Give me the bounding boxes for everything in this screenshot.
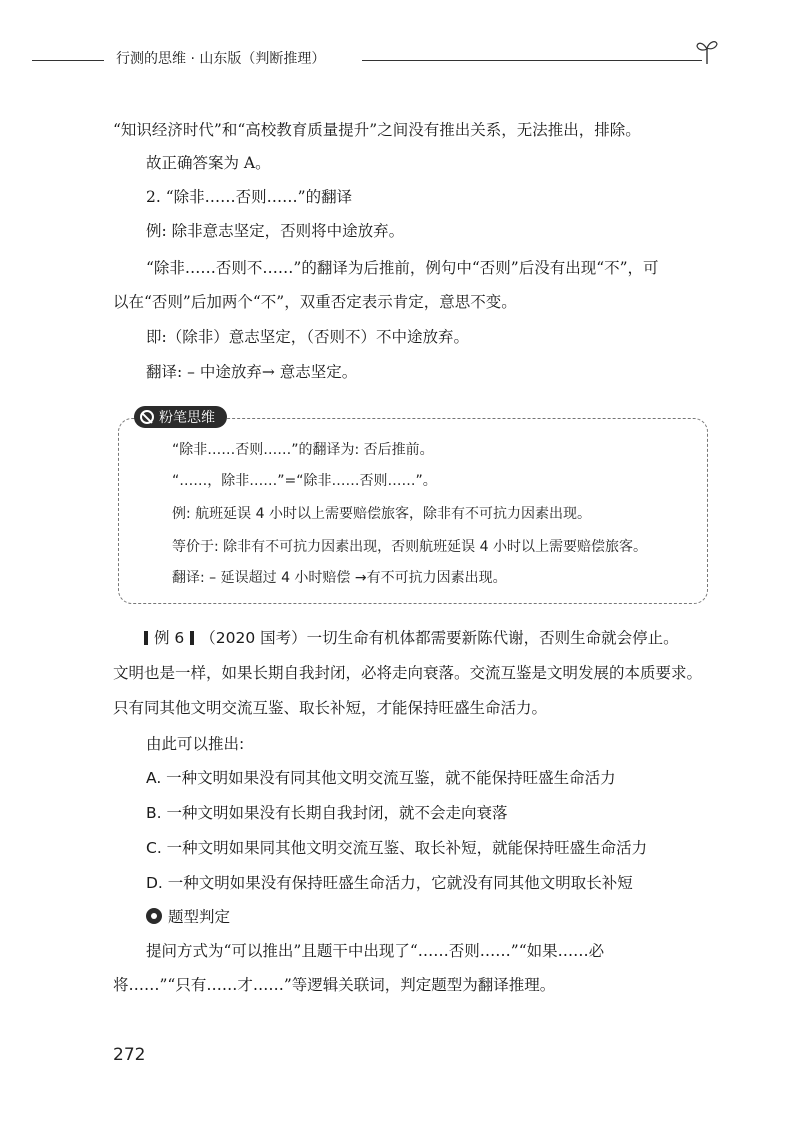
paragraph-conclusion: “知识经济时代”和“高校教育质量提升”之间没有推出关系，无法推出，排除。 — [113, 121, 641, 139]
tip-line: “……，除非……”=“除非……否则……”。 — [172, 473, 437, 489]
example-first-line — [138, 628, 679, 648]
judgement-heading-label: 题型判定 — [168, 908, 231, 926]
sprout-icon — [696, 38, 718, 64]
running-header — [32, 38, 718, 78]
example-sentence: 例: 除非意志坚定，否则将中途放弃。 — [146, 222, 405, 240]
explanation-line-2: 以在“否则”后加两个“不”，双重否定表示肯定，意思不变。 — [113, 293, 517, 311]
option-b: B. 一种文明如果没有长期自我封闭，就不会走向衰落 — [146, 804, 508, 822]
marker-bar-left — [144, 631, 148, 645]
example-stem-line: 文明也是一样，如果长期自我封闭，必将走向衰落。交流互鉴是文明发展的本质要求。 — [113, 664, 703, 682]
header-title: 行测的思维 · 山东版（判断推理） — [116, 51, 326, 67]
option-a: A. 一种文明如果没有同其他文明交流互鉴，就不能保持旺盛生命活力 — [146, 769, 616, 787]
example-prompt: 由此可以推出: — [146, 735, 245, 753]
tip-line: 例: 航班延误 4 小时以上需要赔偿旅客，除非有不可抗力因素出现。 — [172, 506, 591, 522]
judgement-line: 提问方式为“可以推出”且题干中出现了“……否则……”“如果……必 — [146, 942, 605, 960]
marker-bar-right — [190, 631, 194, 645]
explanation-line-1: “除非……否则不……”的翻译为后推前，例句中“否则”后没有出现“不”，可 — [146, 259, 659, 277]
example-label: 例 6 — [154, 629, 185, 647]
subsection-heading: 2. “除非……否则……”的翻译 — [146, 188, 353, 206]
answer-line: 故正确答案为 A。 — [146, 154, 271, 172]
judgement-heading — [146, 905, 230, 927]
page-number: 272 — [113, 1045, 146, 1065]
judgement-line: 将……”“只有……才……”等逻辑关联词，判定题型为翻译推理。 — [113, 976, 556, 994]
example-stem-line: 只有同其他文明交流互鉴、取长补短，才能保持旺盛生命活力。 — [113, 699, 548, 717]
option-c: C. 一种文明如果同其他文明交流互鉴、取长补短，就能保持旺盛生命活力 — [146, 839, 648, 857]
tip-line: 翻译: – 延误超过 4 小时赔偿 →有不可抗力因素出现。 — [172, 570, 507, 586]
option-d: D. 一种文明如果没有保持旺盛生命活力，它就没有同其他文明取长补短 — [146, 874, 633, 892]
header-rule-left — [32, 60, 104, 61]
ban-icon — [140, 410, 154, 424]
gear-icon — [146, 908, 162, 924]
header-rule-right — [362, 60, 702, 61]
example-stem-line: （2020 国考）一切生命有机体都需要新陈代谢，否则生命就会停止。 — [200, 629, 679, 647]
tip-badge-label: 粉笔思维 — [159, 410, 215, 426]
tip-badge — [134, 406, 227, 428]
translation-line: 翻译: – 中途放弃→ 意志坚定。 — [146, 363, 358, 381]
tip-line: 等价于: 除非有不可抗力因素出现，否则航班延误 4 小时以上需要赔偿旅客。 — [172, 539, 647, 555]
tip-line: “除非……否则……”的翻译为: 否后推前。 — [172, 442, 434, 458]
rewrite-line: 即:（除非）意志坚定，（否则不）不中途放弃。 — [146, 328, 469, 346]
